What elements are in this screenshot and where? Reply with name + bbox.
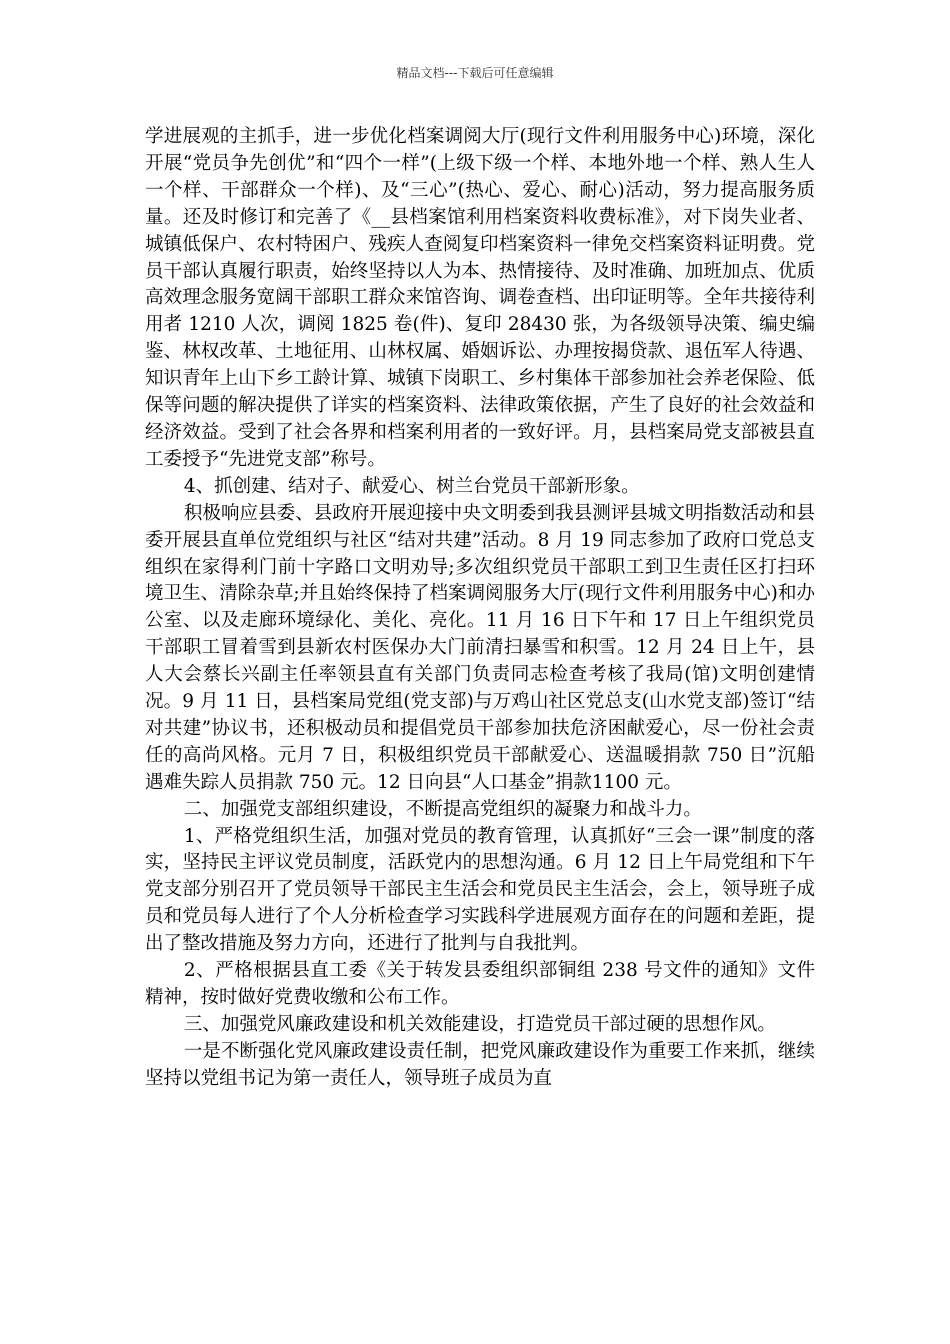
document-body: [145, 124, 815, 1093]
paragraph-continued: 学进展观的主抓手，进一步优化档案调阅大厅(现行文件利用服务中心)环境，深化开展“党员争先创优”和“四个一样”(上级下级一个样、本地外地一个样、熟人生人一个样、干部群众一个样)、及“三心”(热心、爱心、耐心)活动，努力提高服务质量。还及时修订和完善了《__县档案馆利用档案资料收费标准》，对下岗失业者、城镇低保户、农村特困户、残疾人查阅复印档案资料一律免交档案资料证明费。党员干部认真履行职责，始终坚持以人为本、热情接待、及时准确、加班加点、优质高效理念服务宽阔干部职工群众来馆咨询、调卷查档、出印证明等。全年共接待利用者 1210 人次，调阅 1825 卷(件)、复印 28430 张，为各级领导决策、编史编鉴、林权改革、土地征用、山林权属、婚姻诉讼、办理按揭贷款、退伍军人待遇、知识青年上山下乡工龄计算、城镇下岗职工、乡村集体干部参加社会养老保险、低保等问题的解决提供了详实的档案资料、法律政策依据，产生了良好的社会效益和经济效益。受到了社会各界和档案利用者的一致好评。月，县档案局党支部被县直工委授予“先进党支部”称号。: [145, 126, 815, 470]
section-heading-3: 三、加强党风廉政建设和机关效能建设，打造党员干部过硬的思想作风。: [183, 1013, 776, 1035]
section-heading-2: 二、加强党支部组织建设，不断提高党组织的凝聚力和战斗力。: [183, 798, 702, 820]
paragraph-heading-4: 4、抓创建、结对子、献爱心、树兰台党员干部新形象。: [183, 475, 640, 497]
paragraph-civilization: 积极响应县委、县政府开展迎接中央文明委到我县测评县城文明指数活动和县委开展县直单位党组织与社区“结对共建”活动。8 月 19 同志参加了政府口党总支组织在家得利门前十字路口文明劝导;多次组织党员干部职工到卫生责任区打扫环境卫生、清除杂草;并且始终保持了档案调阅服务大厅(现行文件利用服务中心)和办公室、以及走廊环境绿化、美化、亮化。11 月 16 日下午和 17 日上午组织党员干部职工冒着雪到县新农村医保办大门前清扫暴雪和积雪。12 月 24 日上午，县人大会蔡长兴副主任率领县直有关部门负责同志检查考核了我局(馆)文明创建情况。9 月 11 日，县档案局党组(党支部)与万鸡山社区党总支(山水党支部)签订“结对共建”协议书，还积极动员和提倡党员干部参加扶危济困献爱心，尽一份社会责任的高尚风格。元月 7 日，积极组织党员干部献爱心、送温暖捐款 750 日”沉船遇难失踪人员捐款 750 元。12 日向县“人口基金”捐款1100 元。: [145, 502, 815, 793]
paragraph-party-dues: 2、严格根据县直工委《关于转发县委组织部铜组 238 号文件的通知》文件精神，按时做好党费收缴和公布工作。: [145, 960, 815, 1008]
page-header: 精品文档---下载后可任意编辑: [396, 66, 554, 80]
paragraph-party-life: 1、严格党组织生活，加强对党员的教育管理，认真抓好“三会一课”制度的落实，坚持民主评议党员制度，活跃党内的思想沟通。6 月 12 日上午局党组和下午党支部分别召开了党员领导干部民主生活会和党员民主生活会，会上，领导班子成员和党员每人进行了个人分析检查学习实践科学进展观方面存在的问题和差距，提出了整改措施及努力方向，还进行了批判与自我批判。: [145, 825, 815, 955]
paragraph-clean-government: 一是不断强化党风廉政建设责任制，把党风廉政建设作为重要工作来抓，继续坚持以党组书记为第一责任人，领导班子成员为直: [145, 1040, 815, 1089]
